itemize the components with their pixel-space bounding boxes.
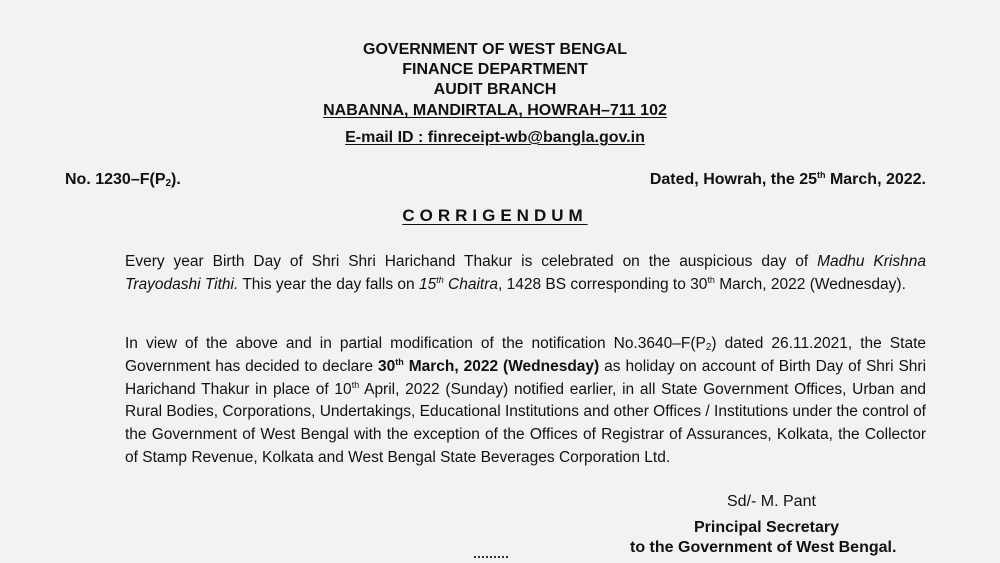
signature-office: to the Government of West Bengal.: [630, 539, 897, 556]
reference-number: No. $1230-F(P_2)$.: [65, 171, 181, 189]
header-government: GOVERNMENT OF WEST BENGAL: [363, 41, 627, 58]
paragraph-1: Every year Birth Day of Shri Shri Harichand Thakur is celebrated on the auspicious day of Madhu Krishna Trayodashi Tithi. This year the day falls on 15th Chaitra, 1428 BS corresponding to 30th March, 2022 (Wednesday).: [125, 253, 926, 293]
paragraph-2: In view of the above and in partial modification of the notification $No.3640-F(P_2)$ dated 26.11.2021, the State Government has decided to declare 30th March, 2022 (Wednesday) as holiday on account of Birth Day of Shri Shri Harichand Thakur in place of 10th April, 2022 (Sunday) notified earlier, in all State Government Offices, Urban and Rural Bodies, Corporations, Undertakings, Educational Institutions and other Offices / Institutions under the control of the Government of West Bengal with the exception of the Offices of Registrar of Assurances, Kolkata, the Collector of Stamp Revenue, Kolkata and West Bengal State Beverages Corporation Ltd.: [125, 335, 927, 466]
header-email: E-mail ID : finreceipt-wb@bangla.gov.in: [345, 129, 645, 146]
page-end-mark: [474, 556, 508, 562]
signature-designation: Principal Secretary: [694, 519, 839, 536]
header-branch: AUDIT BRANCH: [433, 81, 557, 98]
date-line: Dated, Howrah, the 25th March, 2022.: [649, 170, 926, 188]
document-title: CORRIGENDUM: [402, 206, 588, 225]
header-address: NABANNA, MANDIRTALA, HOWRAH–711 102: [323, 102, 667, 119]
signature-name: Sd/- M. Pant: [727, 493, 816, 510]
header-department: FINANCE DEPARTMENT: [402, 61, 588, 78]
